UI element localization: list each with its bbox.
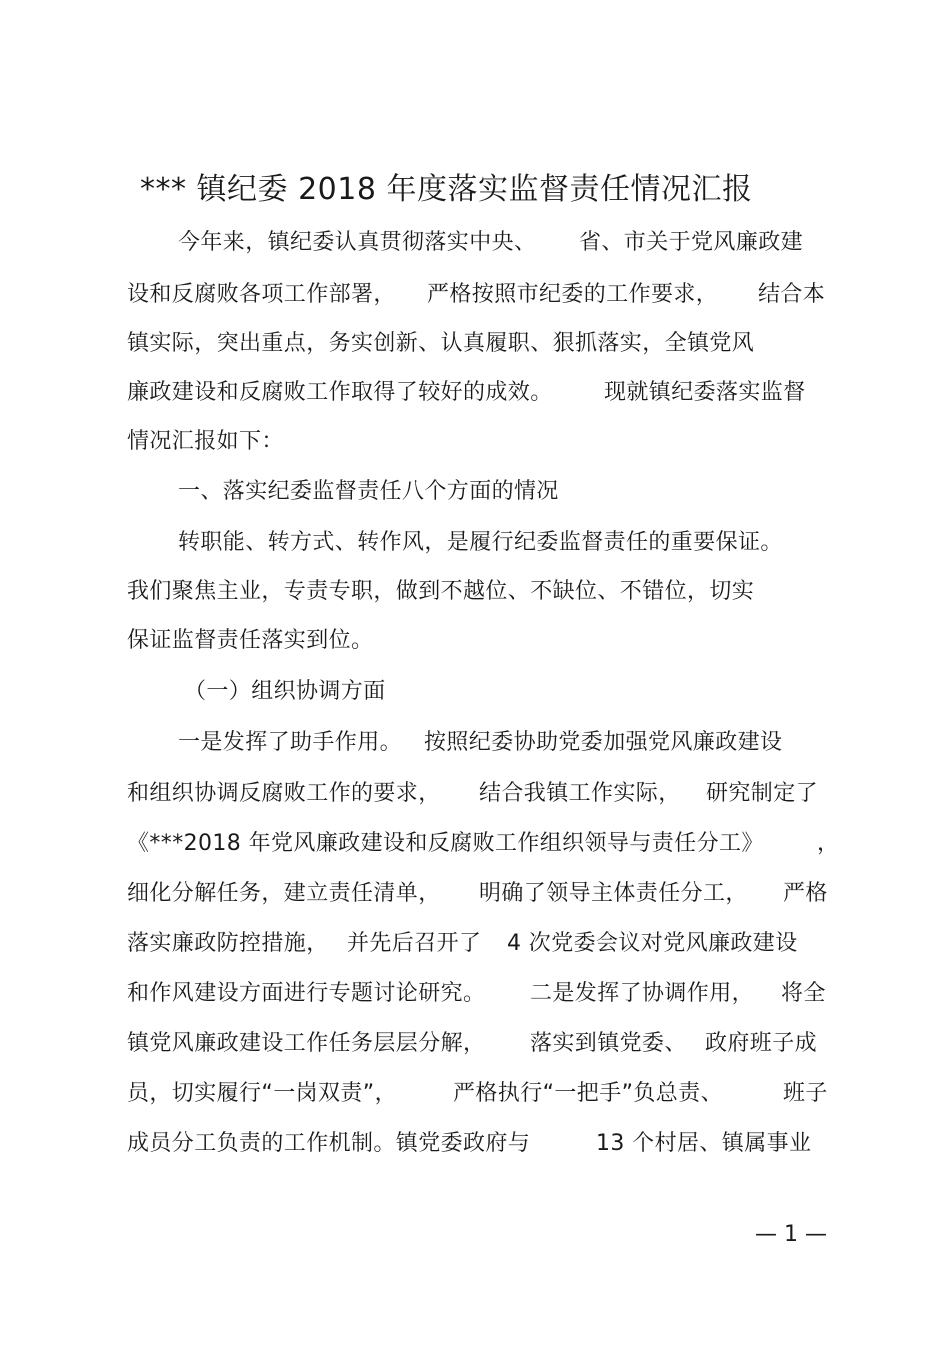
text-segment: 省、市关于党风廉政建 [579, 230, 804, 255]
text-segment: 细化分解任务，建立责任清单， [127, 881, 441, 906]
text-segment: 13 个村居、镇属事业 [596, 1131, 812, 1156]
text-segment: 将全 [781, 981, 826, 1006]
page-number: — 1 — [755, 1222, 827, 1247]
text-segment: 设和反腐败各项工作部署， [127, 282, 396, 307]
document-title: *** 镇纪委 2018 年度落实监督责任情况汇报 [140, 172, 753, 207]
text-segment: 和组织协调反腐败工作的要求， [127, 781, 441, 806]
text-segment: 严格执行“一把手”负总责、 [453, 1081, 723, 1106]
text-segment: ， [817, 831, 840, 856]
text-segment: 现就镇纪委落实监督 [604, 380, 806, 405]
text-segment: 并先后召开了 [347, 931, 482, 956]
text-segment: 员，切实履行“一岗双责”， [127, 1081, 397, 1106]
text-segment: 落实廉政防控措施， [127, 931, 329, 956]
text-segment: 政府班子成 [705, 1031, 818, 1056]
text-segment: 按照纪委协助党委加强党风廉政建设 [424, 730, 783, 755]
text-segment: 落实到镇党委、 [530, 1031, 687, 1056]
text-segment: 成员分工负责的工作机制。镇党委政府与 [127, 1131, 531, 1156]
text-segment: 我们聚焦主业，专责专职，做到不越位、不缺位、不错位，切实 [127, 579, 755, 604]
text-segment: 转职能、转方式、转作风，是履行纪委监督责任的重要保证。 [178, 530, 783, 555]
text-segment: 二是发挥了协调作用， [530, 981, 755, 1006]
text-segment: 一、落实纪委监督责任八个方面的情况 [178, 479, 559, 504]
text-segment: 一是发挥了助手作用。 [178, 730, 403, 755]
text-segment: 严格按照市纪委的工作要求， [427, 282, 719, 307]
text-segment: 和作风建设方面进行专题讨论研究。 [127, 981, 486, 1006]
text-segment: 镇实际，突出重点，务实创新、认真履职、狠抓落实，全镇党风 [127, 331, 755, 356]
text-segment: 廉政建设和反腐败工作取得了较好的成效。 [127, 380, 553, 405]
text-segment: 严格 [783, 881, 828, 906]
text-segment: 4 次党委会议对党风廉政建设 [507, 931, 798, 956]
text-segment: 保证监督责任落实到位。 [127, 628, 374, 653]
text-segment: 研究制定了 [706, 781, 819, 806]
text-segment: 结合本 [758, 282, 826, 307]
text-segment: （一）组织协调方面 [184, 679, 386, 704]
text-segment: 今年来，镇纪委认真贯彻落实中央、 [178, 230, 537, 255]
text-segment: 镇党风廉政建设工作任务层层分解， [127, 1031, 486, 1056]
text-segment: 《***2018 年党风廉政建设和反腐败工作组织领导与责任分工》 [127, 831, 764, 856]
text-segment: 班子 [783, 1081, 828, 1106]
text-segment: 明确了领导主体责任分工， [479, 881, 748, 906]
text-segment: 情况汇报如下： [127, 429, 284, 454]
text-segment: 结合我镇工作实际， [479, 781, 681, 806]
